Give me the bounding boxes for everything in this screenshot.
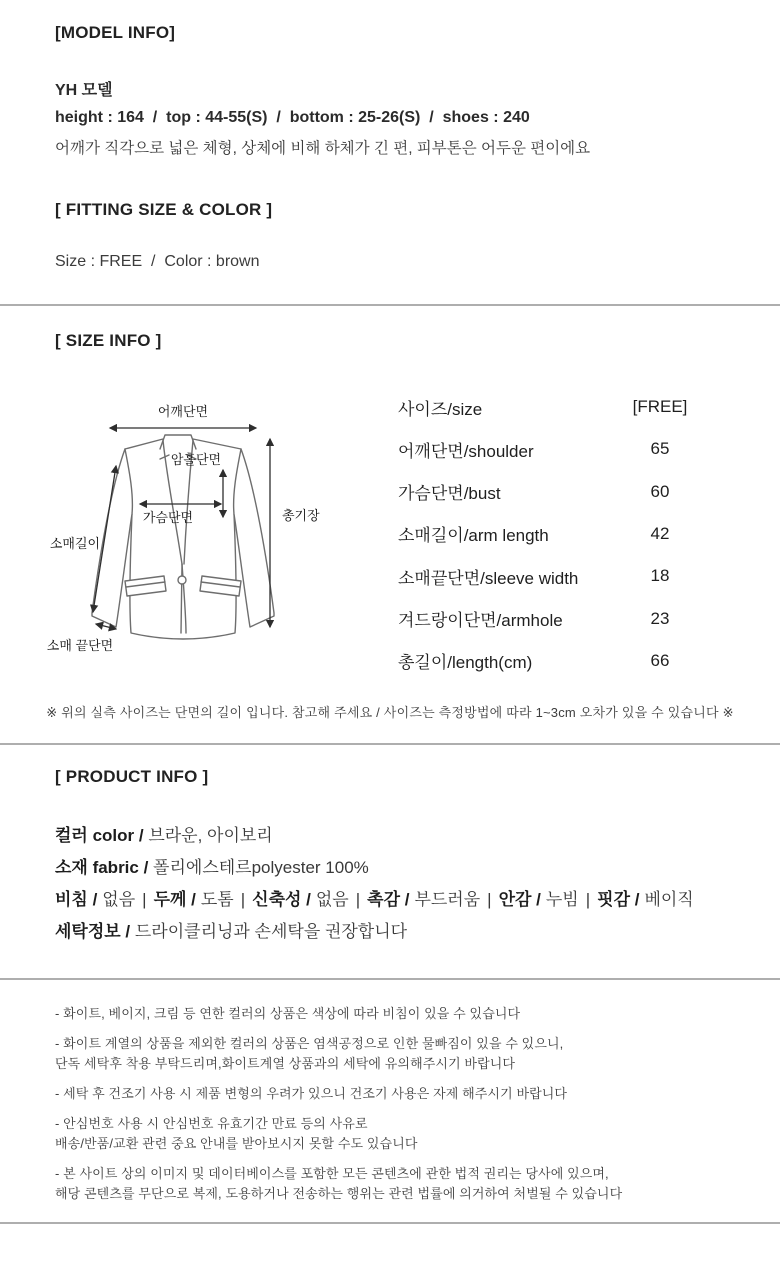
size-table-header-value: [FREE] — [632, 397, 688, 417]
size-row-value: 66 — [650, 650, 670, 670]
spec-value: 없음 — [315, 890, 349, 909]
model-name: YH 모델 — [55, 82, 113, 99]
table-row — [398, 471, 710, 513]
notice-line: 해당 콘텐츠를 무단으로 복제, 도용하거나 전송하는 행위는 관련 법률에 의거하여 처벌될 수 있습니다 — [55, 1186, 623, 1201]
size-table — [398, 386, 710, 682]
product-care-line — [0, 916, 780, 948]
spec-separator: | — [240, 890, 246, 909]
model-measurements: height : 164 / top : 44-55(S) / bottom : 25-26(S) / shoes : 240 — [55, 109, 530, 126]
section-divider — [0, 743, 780, 745]
table-row — [398, 597, 710, 639]
size-row-label: 소매끝단면/sleeve width — [398, 568, 579, 588]
notice-paragraph — [55, 1004, 735, 1024]
spec-separator: | — [585, 890, 591, 909]
size-row-value: 65 — [650, 439, 670, 459]
color-label: 컬러 color / — [55, 826, 144, 845]
fitting-detail: Size : FREE / Color : brown — [55, 253, 260, 270]
armhole-label: 암홀단면 — [170, 452, 222, 467]
size-table-header-label: 사이즈/size — [398, 399, 483, 419]
spec-separator: | — [142, 890, 147, 909]
notice-line: - 화이트 계열의 상품을 제외한 컬러의 상품은 염색공정으로 인한 물빠짐이 있을 수 있으니, — [55, 1036, 564, 1051]
notice-line: - 화이트, 베이지, 크림 등 연한 컬러의 상품은 색상에 따라 비침이 있을 수 있습니다 — [55, 1006, 521, 1021]
size-info-heading: [ SIZE INFO ] — [55, 331, 162, 350]
notice-line: - 세탁 후 건조기 사용 시 제품 변형의 우려가 있으니 건조기 사용은 자제 해주시기 바랍니다 — [55, 1086, 568, 1101]
care-label: 세탁정보 / — [55, 922, 131, 941]
garment-diagram — [30, 392, 360, 682]
size-row-label: 총길이/length(cm) — [398, 653, 533, 673]
notice-line: - 본 사이트 상의 이미지 및 데이터베이스를 포함한 모든 콘텐츠에 관한 법적 권리는 당사에 있으며, — [55, 1166, 609, 1181]
notices-section — [0, 1004, 780, 1204]
notice-paragraph — [55, 1034, 735, 1074]
table-row — [398, 640, 710, 682]
spec-value: 부드러움 — [414, 890, 481, 909]
section-divider — [0, 978, 780, 980]
product-info-heading: [ PRODUCT INFO ] — [55, 767, 209, 786]
size-info-row — [0, 392, 780, 682]
size-row-value: 60 — [650, 481, 670, 501]
sleeve-end-label: 소매 끝단면 — [46, 638, 114, 653]
section-divider — [0, 304, 780, 306]
spec-label: 신축성 / — [252, 890, 311, 909]
table-row — [398, 428, 710, 470]
spec-value: 없음 — [102, 890, 136, 909]
product-specs-line — [0, 884, 780, 916]
table-row — [398, 513, 710, 555]
fabric-value: 폴리에스테르polyester 100% — [153, 858, 369, 877]
table-row — [398, 555, 710, 597]
color-value: 브라운, 아이보리 — [148, 826, 273, 845]
spec-value: 베이직 — [644, 890, 694, 909]
spec-label: 비침 / — [55, 890, 98, 909]
notice-line: 배송/반품/교환 관련 중요 안내를 받아보시지 못할 수도 있습니다 — [55, 1136, 418, 1151]
total-length-label: 총기장 — [282, 508, 320, 523]
size-row-value: 42 — [650, 523, 670, 543]
size-row-label: 소매길이/arm length — [398, 526, 549, 546]
product-fabric-line — [0, 852, 780, 884]
size-row-value: 23 — [650, 608, 670, 628]
size-row-label: 가슴단면/bust — [398, 484, 501, 504]
jacket-measurement-diagram-svg — [30, 392, 360, 682]
care-value: 드라이클리닝과 손세탁을 권장합니다 — [134, 922, 408, 941]
notice-paragraph — [55, 1164, 735, 1204]
spec-label: 촉감 / — [367, 890, 410, 909]
section-divider — [0, 1222, 780, 1224]
notice-paragraph — [55, 1114, 735, 1154]
shoulder-label: 어깨단면 — [157, 404, 209, 419]
sleeve-length-label: 소매길이 — [49, 536, 101, 551]
size-row-value: 18 — [650, 566, 670, 586]
spec-separator: | — [355, 890, 361, 909]
model-info-heading: [MODEL INFO] — [55, 23, 176, 42]
size-measurement-note: ※ 위의 실측 사이즈는 단면의 길이 입니다. 참고해 주세요 / 사이즈는 측정방법에 따라 1~3cm 오차가 있을 수 있습니다 ※ — [46, 705, 734, 720]
spec-separator: | — [487, 890, 492, 909]
fitting-heading: [ FITTING SIZE & COLOR ] — [55, 200, 273, 219]
bust-label: 가슴단면 — [142, 510, 194, 525]
fabric-label: 소재 fabric / — [55, 858, 149, 877]
notice-paragraph — [55, 1084, 735, 1104]
size-row-label: 어깨단면/shoulder — [398, 441, 534, 461]
spec-label: 핏감 / — [597, 890, 640, 909]
spec-value: 도톰 — [200, 890, 234, 909]
product-color-line — [0, 820, 780, 852]
notice-line: 단독 세탁후 착용 부탁드리며,화이트계열 상품과의 세탁에 유의해주시기 바랍니다 — [55, 1056, 516, 1071]
model-description: 어깨가 직각으로 넓은 체형, 상체에 비해 하체가 긴 편, 피부톤은 어두운 편이에요 — [55, 140, 591, 157]
size-table-header-row — [398, 386, 710, 428]
diagram-labels — [47, 404, 320, 653]
notice-line: - 안심번호 사용 시 안심번호 유효기간 만료 등의 사유로 — [55, 1116, 368, 1131]
size-row-label: 겨드랑이단면/armhole — [398, 611, 563, 631]
spec-value: 누빔 — [545, 890, 579, 909]
spec-label: 두께 / — [153, 890, 196, 909]
spec-label: 안감 / — [498, 890, 541, 909]
